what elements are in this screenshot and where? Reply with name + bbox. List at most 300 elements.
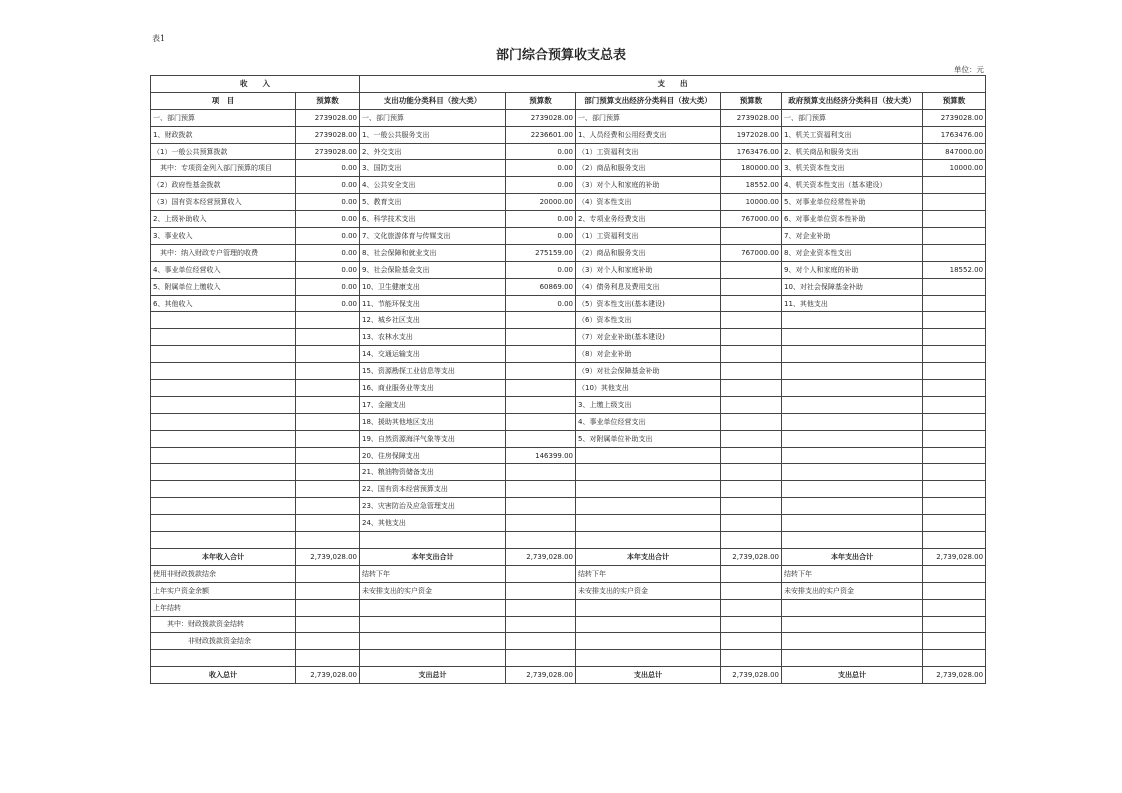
item-cell: 支出总计 [576, 667, 721, 684]
item-cell: 19、自然资源海洋气象等支出 [360, 430, 506, 447]
amount-cell [923, 582, 986, 599]
item-cell: 其中：财政拨款资金结转 [151, 616, 296, 633]
table-row [151, 194, 986, 211]
amount-cell [721, 498, 782, 515]
item-cell: 未安排支出的实户资金 [782, 582, 923, 599]
col-header: 预算数 [506, 92, 576, 109]
amount-cell: 146399.00 [506, 447, 576, 464]
amount-cell [506, 380, 576, 397]
amount-cell: 0.00 [506, 177, 576, 194]
amount-cell [923, 515, 986, 532]
item-cell: 7、对企业补助 [782, 228, 923, 245]
year-total-row [151, 548, 986, 565]
col-header: 预算数 [923, 92, 986, 109]
amount-cell [923, 464, 986, 481]
amount-cell [296, 430, 360, 447]
table-row [151, 295, 986, 312]
amount-cell [296, 650, 360, 667]
amount-cell: 20000.00 [506, 194, 576, 211]
item-cell: （8）对企业补助 [576, 346, 721, 363]
table-row [151, 312, 986, 329]
table-row [151, 109, 986, 126]
amount-cell [506, 363, 576, 380]
item-cell: 13、农林水支出 [360, 329, 506, 346]
amount-cell: 10000.00 [923, 160, 986, 177]
amount-cell [721, 582, 782, 599]
amount-cell: 18552.00 [923, 261, 986, 278]
item-cell [360, 599, 506, 616]
amount-cell [721, 363, 782, 380]
item-cell [576, 633, 721, 650]
item-cell: （7）对企业补助(基本建设) [576, 329, 721, 346]
income-header: 收 入 [151, 76, 360, 93]
item-cell [151, 363, 296, 380]
item-cell [782, 481, 923, 498]
item-cell [782, 532, 923, 549]
amount-cell: 2,739,028.00 [296, 667, 360, 684]
amount-cell [923, 532, 986, 549]
amount-cell [721, 599, 782, 616]
item-cell [782, 312, 923, 329]
item-cell [576, 599, 721, 616]
item-cell: 9、社会保险基金支出 [360, 261, 506, 278]
item-cell: （4）资本性支出 [576, 194, 721, 211]
item-cell [576, 532, 721, 549]
amount-cell [296, 413, 360, 430]
table-row [151, 329, 986, 346]
amount-cell [296, 329, 360, 346]
item-cell [782, 413, 923, 430]
amount-cell [296, 582, 360, 599]
amount-cell: 10000.00 [721, 194, 782, 211]
item-cell [782, 464, 923, 481]
amount-cell [721, 413, 782, 430]
amount-cell [923, 565, 986, 582]
item-cell: 11、节能环保支出 [360, 295, 506, 312]
item-cell: 12、城乡社区支出 [360, 312, 506, 329]
item-cell: 其中：纳入财政专户管理的收费 [151, 244, 296, 261]
item-cell: （3）国有资本经营预算收入 [151, 194, 296, 211]
col-header: 支出功能分类科目（按大类） [360, 92, 506, 109]
item-cell: 1、人员经费和公用经费支出 [576, 126, 721, 143]
item-cell: （5）资本性支出(基本建设) [576, 295, 721, 312]
amount-cell [721, 633, 782, 650]
item-cell [782, 430, 923, 447]
item-cell: 1、一般公共服务支出 [360, 126, 506, 143]
item-cell [576, 498, 721, 515]
item-cell [782, 650, 923, 667]
item-cell [782, 447, 923, 464]
amount-cell [296, 633, 360, 650]
carryover-row [151, 650, 986, 667]
item-cell: 10、卫生健康支出 [360, 278, 506, 295]
carryover-row [151, 582, 986, 599]
amount-cell [721, 532, 782, 549]
item-cell: 一、部门预算 [782, 109, 923, 126]
table-row [151, 363, 986, 380]
amount-cell [506, 396, 576, 413]
amount-cell: 2,739,028.00 [506, 548, 576, 565]
item-cell: 4、事业单位经营收入 [151, 261, 296, 278]
amount-cell [923, 447, 986, 464]
item-cell [151, 380, 296, 397]
item-cell [782, 396, 923, 413]
amount-cell [296, 346, 360, 363]
amount-cell: 2,739,028.00 [721, 667, 782, 684]
amount-cell [721, 278, 782, 295]
amount-cell: 2,739,028.00 [296, 548, 360, 565]
item-cell: 上年结转 [151, 599, 296, 616]
amount-cell [923, 278, 986, 295]
item-cell: 本年支出合计 [360, 548, 506, 565]
amount-cell: 2739028.00 [296, 109, 360, 126]
page-title: 部门综合预算收支总表 [495, 48, 626, 63]
item-cell: （2）商品和服务支出 [576, 160, 721, 177]
item-cell [151, 464, 296, 481]
amount-cell [923, 650, 986, 667]
item-cell: 3、国防支出 [360, 160, 506, 177]
item-cell [782, 633, 923, 650]
table-row [151, 278, 986, 295]
amount-cell [923, 498, 986, 515]
amount-cell [923, 244, 986, 261]
amount-cell [721, 515, 782, 532]
amount-cell [721, 329, 782, 346]
item-cell: 24、其他支出 [360, 515, 506, 532]
amount-cell [506, 650, 576, 667]
amount-cell: 0.00 [296, 278, 360, 295]
item-cell: 22、国有资本经营预算支出 [360, 481, 506, 498]
amount-cell [923, 228, 986, 245]
item-cell [151, 346, 296, 363]
amount-cell: 767000.00 [721, 211, 782, 228]
item-cell [151, 312, 296, 329]
carryover-row [151, 565, 986, 582]
amount-cell: 2,739,028.00 [506, 667, 576, 684]
amount-cell [923, 346, 986, 363]
amount-cell: 180000.00 [721, 160, 782, 177]
amount-cell [506, 633, 576, 650]
item-cell: 1、财政拨款 [151, 126, 296, 143]
item-cell: （3）对个人和家庭补助 [576, 261, 721, 278]
budget-table [150, 75, 986, 684]
item-cell: 17、金融支出 [360, 396, 506, 413]
amount-cell [721, 650, 782, 667]
amount-cell [721, 312, 782, 329]
item-cell [782, 346, 923, 363]
column-header-row [151, 92, 986, 109]
item-cell: 9、对个人和家庭的补助 [782, 261, 923, 278]
amount-cell: 847000.00 [923, 143, 986, 160]
amount-cell [721, 616, 782, 633]
item-cell: 7、文化旅游体育与传媒支出 [360, 228, 506, 245]
table-row [151, 346, 986, 363]
item-cell: 2、机关商品和服务支出 [782, 143, 923, 160]
amount-cell [296, 312, 360, 329]
amount-cell [721, 228, 782, 245]
table-row [151, 396, 986, 413]
item-cell: （1）工资福利支出 [576, 228, 721, 245]
item-cell [151, 430, 296, 447]
item-cell: 结转下年 [782, 565, 923, 582]
table-row [151, 177, 986, 194]
amount-cell: 767000.00 [721, 244, 782, 261]
amount-cell: 0.00 [506, 228, 576, 245]
carryover-row [151, 633, 986, 650]
amount-cell: 2739028.00 [296, 126, 360, 143]
item-cell: 20、住房保障支出 [360, 447, 506, 464]
amount-cell [296, 464, 360, 481]
amount-cell [721, 396, 782, 413]
amount-cell [506, 312, 576, 329]
item-cell: （10）其他支出 [576, 380, 721, 397]
amount-cell [506, 515, 576, 532]
amount-cell [923, 396, 986, 413]
item-cell [360, 633, 506, 650]
amount-cell: 2,739,028.00 [923, 548, 986, 565]
item-cell: 使用非财政拨款结余 [151, 565, 296, 582]
table-row [151, 515, 986, 532]
item-cell: （3）对个人和家庭的补助 [576, 177, 721, 194]
grand-total-row [151, 667, 986, 684]
item-cell: 3、上缴上级支出 [576, 396, 721, 413]
item-cell: 14、交通运输支出 [360, 346, 506, 363]
item-cell: 支出总计 [782, 667, 923, 684]
item-cell: 3、事业收入 [151, 228, 296, 245]
amount-cell: 2236601.00 [506, 126, 576, 143]
item-cell [151, 396, 296, 413]
col-header: 政府预算支出经济分类科目（按大类） [782, 92, 923, 109]
table-row [151, 464, 986, 481]
amount-cell [506, 616, 576, 633]
carryover-row [151, 616, 986, 633]
item-cell [360, 616, 506, 633]
item-cell [576, 515, 721, 532]
amount-cell [721, 481, 782, 498]
col-header: 预算数 [721, 92, 782, 109]
item-cell [576, 464, 721, 481]
amount-cell [296, 481, 360, 498]
col-header: 预算数 [296, 92, 360, 109]
item-cell: 6、其他收入 [151, 295, 296, 312]
amount-cell: 1763476.00 [721, 143, 782, 160]
amount-cell [721, 430, 782, 447]
amount-cell: 2,739,028.00 [923, 667, 986, 684]
item-cell [576, 447, 721, 464]
amount-cell [721, 464, 782, 481]
item-cell: 15、资源勘探工业信息等支出 [360, 363, 506, 380]
table-row [151, 244, 986, 261]
item-cell [151, 532, 296, 549]
carryover-row [151, 599, 986, 616]
amount-cell: 2739028.00 [506, 109, 576, 126]
item-cell [151, 481, 296, 498]
table-row [151, 498, 986, 515]
amount-cell: 275159.00 [506, 244, 576, 261]
item-cell: 6、科学技术支出 [360, 211, 506, 228]
amount-cell [923, 363, 986, 380]
table-row [151, 481, 986, 498]
item-cell: 结转下年 [576, 565, 721, 582]
amount-cell [923, 194, 986, 211]
amount-cell: 0.00 [296, 160, 360, 177]
amount-cell [296, 532, 360, 549]
amount-cell [721, 565, 782, 582]
col-header: 部门预算支出经济分类科目（按大类） [576, 92, 721, 109]
item-cell [151, 329, 296, 346]
item-cell: 一、部门预算 [151, 109, 296, 126]
amount-cell [923, 430, 986, 447]
item-cell: （9）对社会保障基金补助 [576, 363, 721, 380]
item-cell: 4、事业单位经营支出 [576, 413, 721, 430]
amount-cell [296, 616, 360, 633]
amount-cell [296, 380, 360, 397]
item-cell [576, 650, 721, 667]
amount-cell: 1763476.00 [923, 126, 986, 143]
item-cell: 3、机关资本性支出 [782, 160, 923, 177]
amount-cell: 0.00 [296, 295, 360, 312]
item-cell [360, 532, 506, 549]
item-cell: （1）一般公共预算拨款 [151, 143, 296, 160]
section-header-row [151, 76, 986, 93]
table-row [151, 228, 986, 245]
table-row [151, 126, 986, 143]
item-cell: 8、对企业资本性支出 [782, 244, 923, 261]
amount-cell [506, 532, 576, 549]
amount-cell [923, 177, 986, 194]
amount-cell: 2739028.00 [296, 143, 360, 160]
item-cell [782, 515, 923, 532]
item-cell: 5、教育支出 [360, 194, 506, 211]
item-cell [151, 515, 296, 532]
item-cell: 一、部门预算 [576, 109, 721, 126]
amount-cell [296, 565, 360, 582]
amount-cell [506, 329, 576, 346]
item-cell: 本年收入合计 [151, 548, 296, 565]
table-row [151, 211, 986, 228]
amount-cell: 0.00 [296, 177, 360, 194]
table-row [151, 447, 986, 464]
amount-cell [506, 464, 576, 481]
amount-cell: 0.00 [296, 194, 360, 211]
table-row [151, 430, 986, 447]
item-cell [782, 329, 923, 346]
item-cell: 5、对事业单位经常性补助 [782, 194, 923, 211]
item-cell [576, 616, 721, 633]
item-cell: 其中：专项资金列入部门预算的项目 [151, 160, 296, 177]
amount-cell: 2739028.00 [721, 109, 782, 126]
item-cell: 21、粮油物资储备支出 [360, 464, 506, 481]
amount-cell [296, 363, 360, 380]
item-cell: （2）商品和服务支出 [576, 244, 721, 261]
amount-cell [923, 633, 986, 650]
item-cell [782, 380, 923, 397]
amount-cell: 2739028.00 [923, 109, 986, 126]
item-cell [151, 498, 296, 515]
item-cell: 非财政拨款资金结余 [151, 633, 296, 650]
amount-cell: 0.00 [296, 211, 360, 228]
item-cell: （2）政府性基金拨款 [151, 177, 296, 194]
item-cell: （1）工资福利支出 [576, 143, 721, 160]
amount-cell [721, 261, 782, 278]
item-cell [151, 447, 296, 464]
item-cell: 11、其他支出 [782, 295, 923, 312]
item-cell: 本年支出合计 [782, 548, 923, 565]
amount-cell: 60869.00 [506, 278, 576, 295]
amount-cell [506, 582, 576, 599]
item-cell [782, 498, 923, 515]
amount-cell [923, 616, 986, 633]
amount-cell [506, 430, 576, 447]
table-row [151, 413, 986, 430]
item-cell: 未安排支出的实户资金 [360, 582, 506, 599]
amount-cell [506, 599, 576, 616]
amount-cell: 0.00 [506, 295, 576, 312]
item-cell: 8、社会保障和就业支出 [360, 244, 506, 261]
unit-label: 单位：元 [954, 65, 984, 74]
amount-cell [721, 346, 782, 363]
table-tag: 表1 [152, 34, 166, 43]
amount-cell [296, 396, 360, 413]
amount-cell: 0.00 [296, 261, 360, 278]
item-cell: 1、机关工资福利支出 [782, 126, 923, 143]
amount-cell [923, 295, 986, 312]
item-cell [151, 650, 296, 667]
amount-cell [721, 380, 782, 397]
item-cell: 收入总计 [151, 667, 296, 684]
amount-cell [923, 380, 986, 397]
item-cell: 6、对事业单位资本性补助 [782, 211, 923, 228]
amount-cell [506, 413, 576, 430]
item-cell: 2、外交支出 [360, 143, 506, 160]
amount-cell: 2,739,028.00 [721, 548, 782, 565]
amount-cell [923, 599, 986, 616]
amount-cell [296, 515, 360, 532]
item-cell: 结转下年 [360, 565, 506, 582]
table-row [151, 160, 986, 177]
item-cell: 4、公共安全支出 [360, 177, 506, 194]
amount-cell [506, 498, 576, 515]
amount-cell: 0.00 [296, 228, 360, 245]
amount-cell [923, 329, 986, 346]
amount-cell: 0.00 [506, 143, 576, 160]
item-cell: 16、商业服务业等支出 [360, 380, 506, 397]
item-cell [151, 413, 296, 430]
amount-cell [923, 211, 986, 228]
amount-cell [721, 295, 782, 312]
item-cell: （4）债务利息及费用支出 [576, 278, 721, 295]
item-cell: 18、援助其他地区支出 [360, 413, 506, 430]
amount-cell [721, 447, 782, 464]
item-cell: 支出总计 [360, 667, 506, 684]
item-cell [782, 616, 923, 633]
amount-cell [506, 481, 576, 498]
item-cell [360, 650, 506, 667]
item-cell: 2、专项业务经费支出 [576, 211, 721, 228]
amount-cell [506, 565, 576, 582]
amount-cell [923, 312, 986, 329]
amount-cell [296, 599, 360, 616]
item-cell: 5、对附属单位补助支出 [576, 430, 721, 447]
item-cell: 上年实户资金余额 [151, 582, 296, 599]
item-cell: 10、对社会保障基金补助 [782, 278, 923, 295]
amount-cell: 0.00 [296, 244, 360, 261]
table-row [151, 143, 986, 160]
amount-cell [296, 498, 360, 515]
item-cell: 未安排支出的实户资金 [576, 582, 721, 599]
amount-cell: 0.00 [506, 211, 576, 228]
amount-cell: 0.00 [506, 160, 576, 177]
